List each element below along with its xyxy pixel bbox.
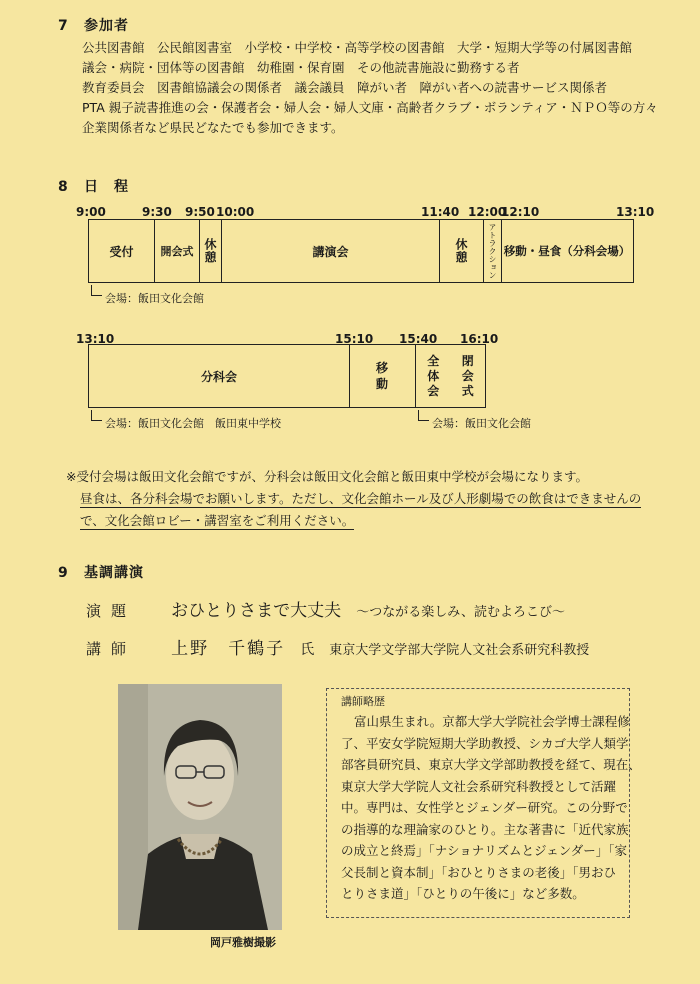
section-title: 日 程 <box>84 179 129 195</box>
time-mark: 13:10 <box>76 332 115 346</box>
lecture-topic <box>86 596 565 621</box>
lecturer-honorific: 氏 <box>300 642 315 658</box>
photo-credit: 岡戸雅樹撮影 <box>210 936 276 949</box>
cell-label: 受付 <box>109 244 134 259</box>
schedule-cell <box>349 345 415 407</box>
participants-line: 議会・病院・団体等の図書館 幼稚園・保育園 その他読書施設に勤務する者 <box>82 60 520 75</box>
time-mark: 9:00 <box>76 205 106 219</box>
venue-label: 会場：飯田文化会館 <box>105 292 204 305</box>
schedule-notes <box>66 466 641 532</box>
section-title: 参加者 <box>84 18 129 34</box>
schedule-cell <box>415 345 485 407</box>
cell-label: 講演会 <box>312 244 349 259</box>
venue-label: 会場：飯田文化会館 飯田東中学校 <box>105 417 281 430</box>
bio-line: の指導的な理論家のひとり。主な著書に「近代家族 <box>341 821 629 837</box>
topic-subtitle: ～つながる楽しみ、読むよろこび～ <box>356 605 565 620</box>
cell-label: 休憩 <box>454 238 468 264</box>
time-mark: 13:10 <box>616 205 655 219</box>
lecturer-name: 上野 千鶴子 <box>171 639 286 659</box>
time-mark: 9:30 <box>142 205 172 219</box>
bio-line: の成立と終焉」「ナショナリズムとジェンダー」「家 <box>341 843 628 858</box>
cell-label: 閉会式 <box>461 353 474 398</box>
participants-line: 企業関係者など県民どなたでも参加できます。 <box>82 120 344 135</box>
topic-title: おひとりさまで大丈夫 <box>171 601 342 621</box>
time-mark: 10:00 <box>216 205 255 219</box>
section-8-heading <box>58 176 129 196</box>
lecturer-line <box>86 634 589 659</box>
venue-bracket <box>418 410 429 421</box>
section-number: 9 <box>58 565 69 581</box>
bio-line: 父長制と資本制」「おひとりさまの老後」「男おひ <box>341 864 617 880</box>
time-mark: 15:40 <box>399 332 438 346</box>
schedule-cell <box>89 220 154 282</box>
participants-list <box>82 38 658 138</box>
time-mark: 15:10 <box>335 332 374 346</box>
schedule-cell <box>483 220 501 282</box>
schedule-cell <box>154 220 199 282</box>
time-mark: 9:50 <box>185 205 215 219</box>
schedule-row-1 <box>88 219 634 283</box>
lecturer-bio-box <box>326 688 641 918</box>
section-title: 基調講演 <box>84 565 144 581</box>
cell-label: 休憩 <box>203 238 217 264</box>
topic-label: 演題 <box>86 602 137 620</box>
section-9-heading <box>58 562 144 582</box>
cell-label: 開会式 <box>160 245 194 258</box>
portrait-illustration <box>118 684 282 930</box>
schedule-cell <box>439 220 483 282</box>
schedule-cell <box>199 220 221 282</box>
schedule-row-2 <box>88 344 486 408</box>
schedule-cell <box>221 220 439 282</box>
bio-line: 部客員研究員、東京大学文学部助教授を経て、現在、 <box>341 757 641 772</box>
participants-line: 教育委員会 図書館協議会の関係者 議会議員 障がい者 障がい者への読書サービス関係者 <box>82 80 608 95</box>
section-7-heading <box>58 15 129 35</box>
cell-label: アトラクション <box>488 223 497 279</box>
bio-line: 東京大学大学院人文社会系研究科教授として活躍 <box>341 778 617 794</box>
participants-line: 公共図書館 公民館図書室 小学校・中学校・高等学校の図書館 大学・短期大学等の付属図書館 <box>82 40 633 55</box>
schedule-cell <box>501 220 632 282</box>
lecturer-affiliation: 東京大学文学部大学院人文社会系研究科教授 <box>329 643 590 658</box>
time-mark: 12:10 <box>501 205 540 219</box>
venue-label: 会場：飯田文化会館 <box>432 417 531 430</box>
participants-line: PTA 親子読書推進の会・保護者会・婦人会・婦人文庫・高齢者クラブ・ボランティア・ＮＰＯ等の方々 <box>82 100 658 115</box>
cell-label: 移動 <box>375 361 389 391</box>
lecturer-label: 講師 <box>86 640 137 658</box>
bio-line: 富山県生まれ。京都大学大学院社会学博士課程修 <box>354 714 630 729</box>
bio-line: 了、平安女学院短期大学助教授、シカゴ大学人類学 <box>341 735 629 751</box>
time-mark: 12:00 <box>468 205 507 219</box>
cell-label: 分科会 <box>200 369 237 384</box>
note-line: で、文化会館ロビー・講習室をご利用ください。 <box>80 513 355 528</box>
bio-line: とりさま道」「ひとりの午後に」など多数。 <box>341 886 585 901</box>
note-line: ※受付会場は飯田文化会館ですが、分科会は飯田文化会館と飯田東中学校が会場になります。 <box>66 469 588 484</box>
section-number: 8 <box>58 179 69 195</box>
schedule-cell <box>89 345 349 407</box>
lecturer-photo <box>118 684 282 930</box>
note-line: 昼食は、各分科会場でお願いします。ただし、文化会館ホール及び人形劇場での飲食はできませんの <box>80 491 642 506</box>
cell-label: 全体会 <box>427 353 440 398</box>
time-mark: 11:40 <box>421 205 460 219</box>
section-number: 7 <box>58 18 69 34</box>
venue-bracket <box>91 410 102 421</box>
venue-bracket <box>91 285 102 296</box>
cell-label: 移動・昼食（分科会場） <box>503 244 631 258</box>
bio-title: 講師略歴 <box>341 695 385 708</box>
time-mark: 16:10 <box>460 332 499 346</box>
bio-text <box>341 711 641 905</box>
bio-line: 中。専門は、女性学とジェンダー研究。この分野で <box>341 800 628 815</box>
